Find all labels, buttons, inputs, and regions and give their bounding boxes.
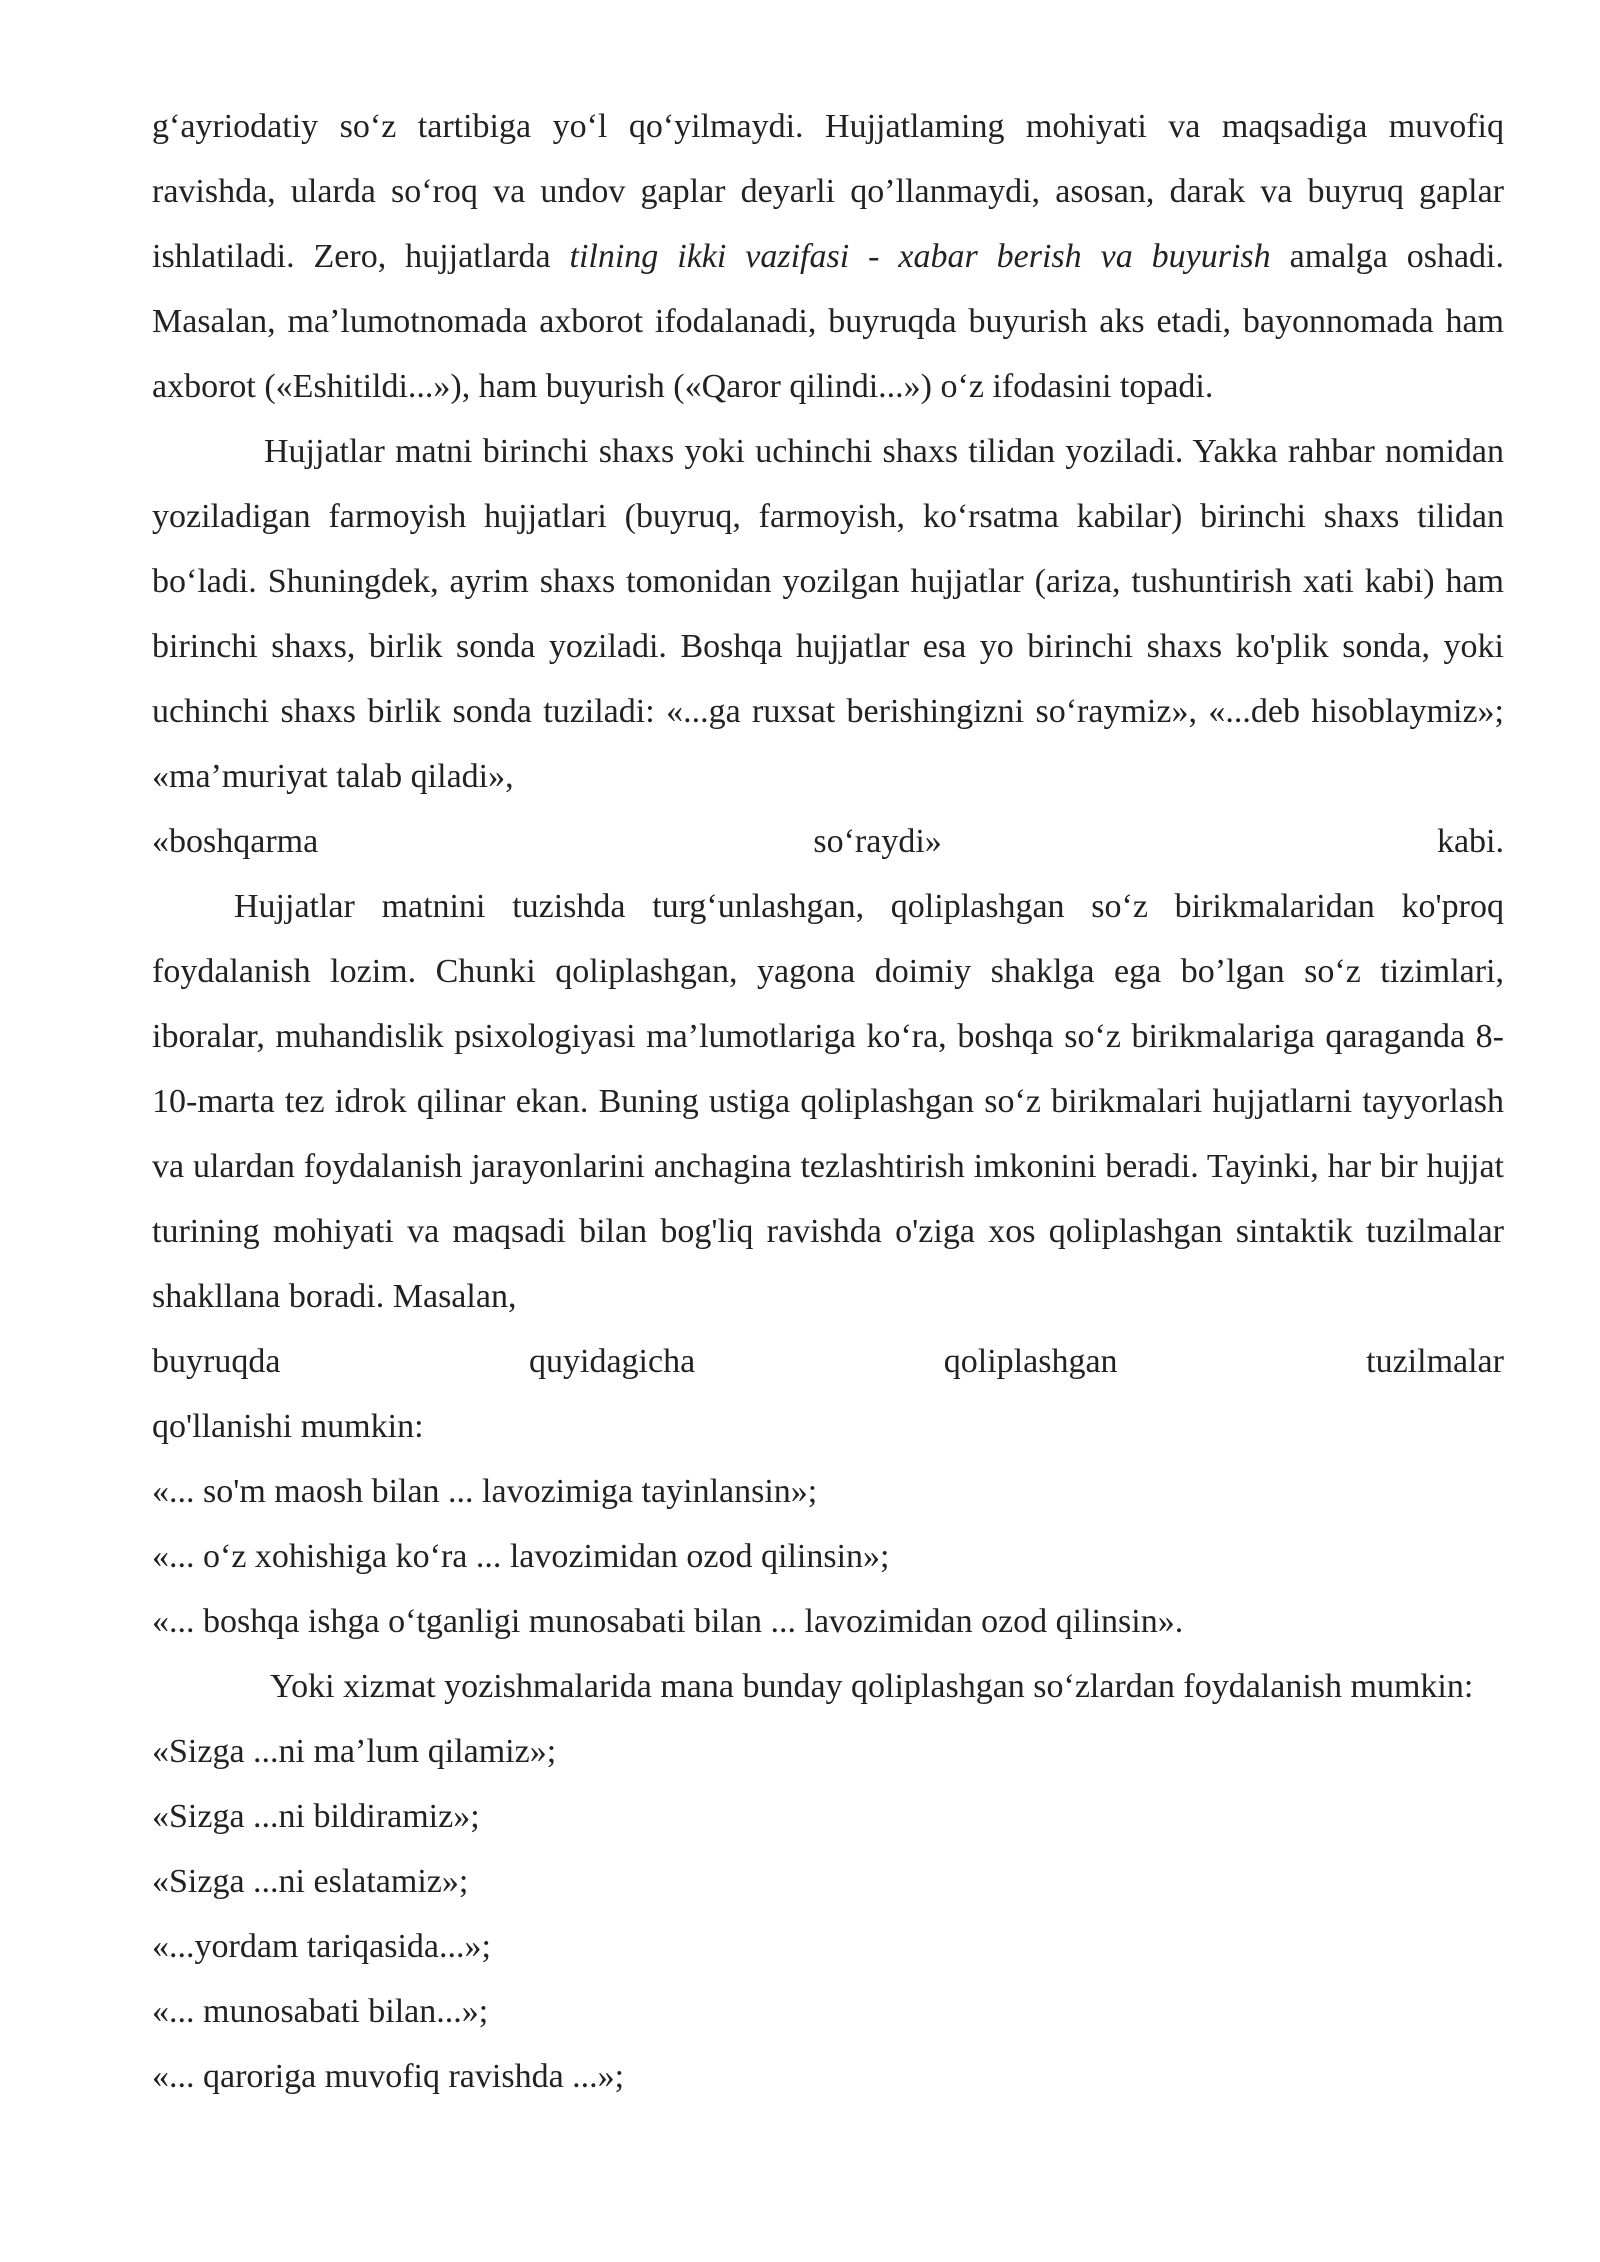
paragraph-1: [152, 94, 1504, 419]
list-item: «Sizga ...ni bildiramiz»;: [152, 1798, 480, 1835]
spread-word: so‘raydi»: [813, 823, 942, 860]
spread-word: quyidagicha: [529, 1343, 696, 1380]
paragraph-1-italic-phrase: tilning ikki vazifasi - xabar berish va buyurish: [569, 238, 1271, 275]
paragraph-3-spread-line: [152, 1329, 1504, 1394]
document-page: [152, 94, 1504, 2109]
paragraph-2-last-line: [152, 809, 1504, 874]
spread-word: qoliplashgan: [943, 1343, 1118, 1380]
paragraph-4: Yoki xizmat yozishmalarida mana bunday qoliplashgan so‘zlardan foydalanish mumkin:: [270, 1668, 1474, 1705]
spread-word: tuzilmalar: [1366, 1343, 1504, 1380]
list-item: «... o‘z xohishiga ko‘ra ... lavozimidan ozod qilinsin»;: [152, 1538, 890, 1575]
list-item: «...yordam tariqasida...»;: [152, 1928, 491, 1965]
list-item: «Sizga ...ni eslatamiz»;: [152, 1863, 469, 1900]
list-item: «... munosabati bilan...»;: [152, 1993, 489, 2030]
paragraph-1-text-end: amalga oshadi. Masalan, ma’lumotnomada axborot ifodalanadi, buyruqda buyurish aks etadi, bayonnomada ham axborot («Eshitildi...»), ham buyurish («Qaror qilindi...») o‘z ifodasini topadi.: [152, 238, 1505, 405]
list-item: «Sizga ...ni ma’lum qilamiz»;: [152, 1733, 557, 1770]
spread-word: «boshqarma: [152, 823, 319, 860]
paragraph-1-text-start: g‘ayriodatiy so‘z tartibiga yo‘l qo‘yilmaydi. Hujjatlaming mohiyati va maqsadiga muvofiq ravishda, ularda so‘roq va undov gaplar deyarli qo’llanmaydi, asosan, darak va buyruq gaplar ishlatiladi. Zero, hujjatlarda: [152, 108, 1504, 275]
paragraph-2: Hujjatlar matni birinchi shaxs yoki uchinchi shaxs tilidan yoziladi. Yakka rahbar nomidan yoziladigan farmoyish hujjatlari (buyruq, farmoyish, ko‘rsatma kabilar) birinchi shaxs tilidan bo‘ladi. Shuningdek, ayrim shaxs tomonidan yozilgan hujjatlar (ariza, tushuntirish xati kabi) ham birinchi shaxs, birlik sonda yoziladi. Boshqa hujjatlar esa yo birinchi shaxs ko'plik sonda, yoki uchinchi shaxs birlik sonda tuziladi: «...ga ruxsat berishingizni so‘raymiz», «...deb hisoblaymiz»; «ma’muriyat talab qiladi»,: [152, 433, 1504, 795]
paragraph-3: Hujjatlar matnini tuzishda turg‘unlashgan, qoliplashgan so‘z birikmalaridan ko'proq foydalanish lozim. Chunki qoliplashgan, yagona doimiy shaklga ega bo’lgan so‘z tizimlari, iboralar, muhandislik psixologiyasi ma’lumotlariga ko‘ra, boshqa so‘z birikmalariga qaraganda 8-10-marta tez idrok qilinar ekan. Buning ustiga qoliplashgan so‘z birikmalari hujjatlarni tayyorlash va ulardan foydalanish jarayonlarini anchagina tezlashtirish imkonini beradi. Tayinki, har bir hujjat turining mohiyati va maqsadi bilan bog'liq ravishda o'ziga xos qoliplashgan sintaktik tuzilmalar shakllana boradi. Masalan,: [152, 888, 1504, 1315]
list-item: «... boshqa ishga o‘tganligi munosabati bilan ... lavozimidan ozod qilinsin».: [152, 1603, 1184, 1640]
list-item: «... so'm maosh bilan ... lavozimiga tayinlansin»;: [152, 1473, 818, 1510]
spread-word: buyruqda: [152, 1343, 281, 1380]
paragraph-3-tail: qo'llanishi mumkin:: [152, 1408, 424, 1445]
list-item: «... qaroriga muvofiq ravishda ...»;: [152, 2058, 625, 2095]
spread-word: kabi.: [1436, 823, 1504, 860]
